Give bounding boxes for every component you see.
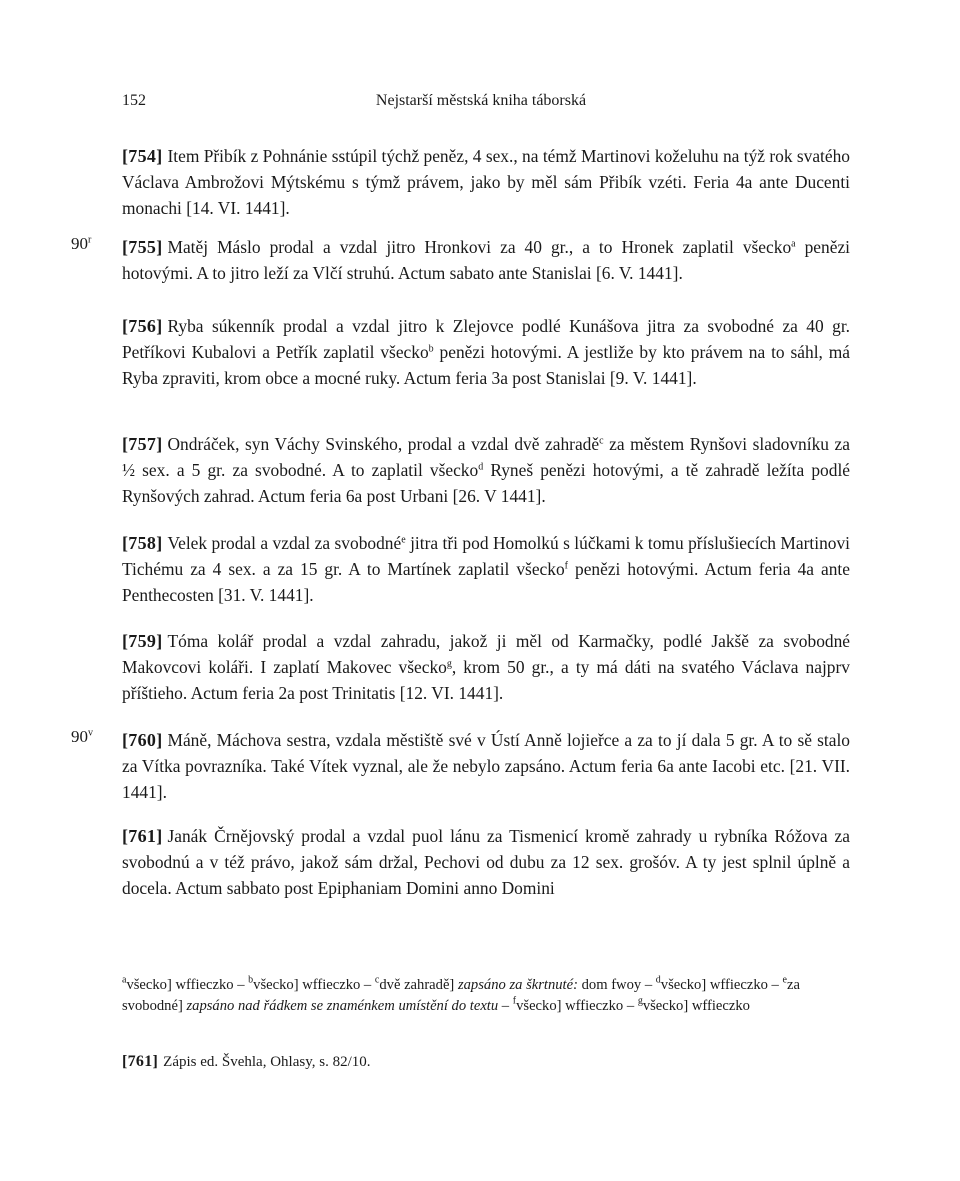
entry-number: [759] [122, 631, 163, 651]
critical-apparatus: $^a$všecko] wffieczko – $^b$všecko] wffieczko – $^c$dvě zahradě] zapsáno za škrtnuté: dom fwoy – $^d$všecko] wffieczko – $^e$za svobodné] zapsáno nad řádkem se znaménkem umístění do textu – $^f$všecko] wffieczko – $^g$všecko] wffieczko [122, 974, 800, 1014]
note-ref: a [791, 238, 796, 250]
entry-754 [122, 143, 850, 221]
entry-text: Máně, Máchova sestra, vzdala městiště své v Ústí Anně lojieřce a za to jí dala 5 gr. A to sě stalo za Vítka povrazníka. Také Vítek vyznal, ale že nebylo zapsáno. Actum feria 6a ante Iacobi etc. [21. VII. 1441]. [122, 730, 850, 802]
note-ref: c [599, 435, 604, 447]
entry-755: [755] Matěj Máslo prodal a vzdal jitro Hronkovi za 40 gr., a to Hronek zaplatil všecko$^a$ penězi hotovými. A to jitro leží za Vlčí struhú. Actum sabato ante Stanislai [6. V. 1441]. [122, 237, 850, 283]
entry-756: [756] Ryba súkenník prodal a vzdal jitro k Zlejovce podlé Kunášova jitra za svobodné za 40 gr. Petříkovi Kubalovi a Petřík zaplatil všecko$^b$ penězi hotovými. A jestliže by kto právem na to sáhl, má Ryba zpraviti, krom obce a mocné ruky. Actum feria 3a post Stanislai [9. V. 1441]. [122, 316, 851, 388]
entry-760 [122, 727, 850, 805]
running-title: Nejstarší městská kniha táborská [375, 92, 587, 109]
source-note: [761] Zápis ed. Švehla, Ohlasy, s. 82/10. [122, 1053, 371, 1070]
page-header [122, 92, 840, 114]
entry-number: [754] [122, 146, 163, 166]
note-ref: d [478, 461, 484, 473]
entry-text: Item Přibík z Pohnánie sstúpil týchž peněz, 4 sex., na témž Martinovi koželuhu na týž rok svatého Václava Ambrožovi Mýtskému s týmž právem, jako by měl sám Přibík vzéti. Feria 4a ante Ducenti monachi [14. VI. 1441]. [122, 146, 850, 218]
entry-number: [755] [122, 237, 163, 257]
entry-number: [758] [122, 533, 163, 553]
folio-marker: 90$^r$ [71, 234, 92, 253]
note-ref: f [564, 560, 568, 572]
entry-number: [760] [122, 730, 163, 750]
page-number: 152 [122, 92, 146, 109]
entry-number: [757] [122, 434, 163, 454]
note-ref: g [446, 658, 452, 670]
entry-761 [122, 823, 850, 901]
folio-marker: 90$^v$ [71, 727, 93, 746]
note-ref: e [401, 534, 406, 546]
entry-757: [757] Ondráček, syn Váchy Svinského, prodal a vzdal dvě zahradě$^c$ za městem Rynšovi sladovníku za ½ sex. a 5 gr. za svobodné. A to zaplatil všecko$^d$ Ryneš penězi hotovými, a tě zahradě ležíta podlé Rynšových zahrad. Actum feria 6a post Urbani [26. V 1441]. [122, 434, 850, 506]
entry-758: [758] Velek prodal a vzdal za svobodné$^e$ jitra tři pod Homolkú s lúčkami k tomu příslušiecích Martinovi Tichému za 4 sex. a za 15 gr. A to Martínek zaplatil všecko$^f$ penězi hotovými. Actum feria 4a ante Penthecosten [31. V. 1441]. [122, 533, 850, 605]
note-ref: b [428, 343, 434, 355]
entry-number: [756] [122, 316, 163, 336]
entry-text: Janák Črnějovský prodal a vzdal puol lánu za Tismenicí kromě zahrady u rybníka Róžova za svobodnú a v též právo, jakož sám držal, Pechovi od dubu za 12 sex. grošóv. A ty jest splnil úplně a docela. Actum sabbato post Epiphaniam Domini anno Domini [122, 826, 850, 898]
entry-759: [759] Tóma kolář prodal a vzdal zahradu, jakož ji měl od Karmačky, podlé Jakšě za svobodné Makovcovi koláři. I zaplatí Makovec všecko$^g$, krom 50 gr., a ty má dáti na svatého Václava najprv příštieho. Actum feria 2a post Trinitatis [12. VI. 1441]. [122, 631, 850, 703]
entry-number: [761] [122, 1053, 159, 1070]
entry-number: [761] [122, 826, 163, 846]
